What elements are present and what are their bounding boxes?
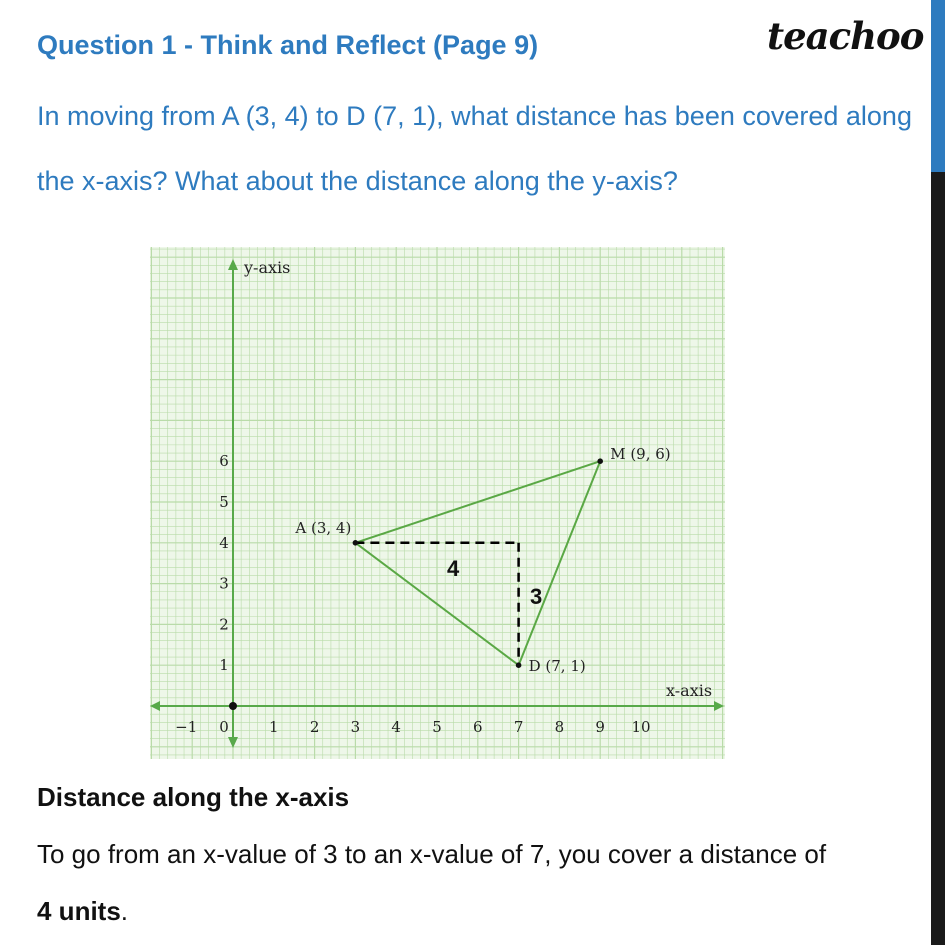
x-tick-label: 1 bbox=[269, 718, 279, 736]
point-m-label: M (9, 6) bbox=[610, 445, 671, 464]
y-tick-label: 3 bbox=[219, 574, 229, 593]
x-axis-label: x-axis bbox=[666, 681, 713, 700]
y-tick-label: 1 bbox=[219, 656, 229, 675]
x-tick-label: 0 bbox=[219, 718, 229, 736]
answer-period: . bbox=[120, 896, 129, 926]
y-tick-label: 2 bbox=[219, 615, 229, 634]
horizontal-distance-label: 4 bbox=[447, 556, 460, 581]
origin-point bbox=[229, 702, 237, 710]
answer-text bbox=[37, 826, 922, 940]
page-title: Question 1 - Think and Reflect (Page 9) bbox=[37, 30, 539, 60]
x-tick-label: 10 bbox=[631, 718, 651, 736]
x-tick-label: 9 bbox=[595, 718, 605, 736]
coordinate-graph bbox=[150, 247, 725, 759]
answer-heading: Distance along the x-axis bbox=[37, 782, 350, 812]
teachoo-logo: teachoo bbox=[767, 14, 924, 58]
scrollbar-thumb[interactable] bbox=[931, 0, 945, 172]
point-d-marker bbox=[516, 662, 522, 668]
y-tick-label: 6 bbox=[219, 452, 229, 471]
x-tick-label: 2 bbox=[309, 718, 320, 736]
y-tick-label: 4 bbox=[219, 533, 229, 552]
point-m-marker bbox=[597, 458, 603, 464]
answer-sentence: To go from an x-value of 3 to an x-value of 7, you cover a distance of bbox=[37, 839, 827, 869]
point-a-label: A (3, 4) bbox=[295, 518, 352, 537]
x-tick-label: 6 bbox=[473, 718, 483, 736]
question-text: In moving from A (3, 4) to D (7, 1), what distance has been covered along the x-axis? What about the distance along the y-axis? bbox=[37, 101, 912, 196]
x-tick-label: 7 bbox=[513, 718, 524, 736]
x-tick-label: −1 bbox=[175, 718, 198, 736]
scrollbar[interactable] bbox=[931, 0, 945, 945]
answer-result: 4 units bbox=[37, 896, 121, 926]
x-tick-label: 3 bbox=[350, 718, 361, 736]
vertical-distance-label: 3 bbox=[530, 584, 543, 609]
x-tick-label: 5 bbox=[432, 718, 442, 736]
y-tick-label: 5 bbox=[219, 493, 229, 511]
x-tick-label: 8 bbox=[554, 718, 565, 736]
point-a-marker bbox=[353, 540, 359, 546]
x-tick-label: 4 bbox=[391, 718, 401, 736]
point-d-label: D (7, 1) bbox=[528, 657, 586, 676]
y-axis-label: y-axis bbox=[244, 258, 291, 277]
